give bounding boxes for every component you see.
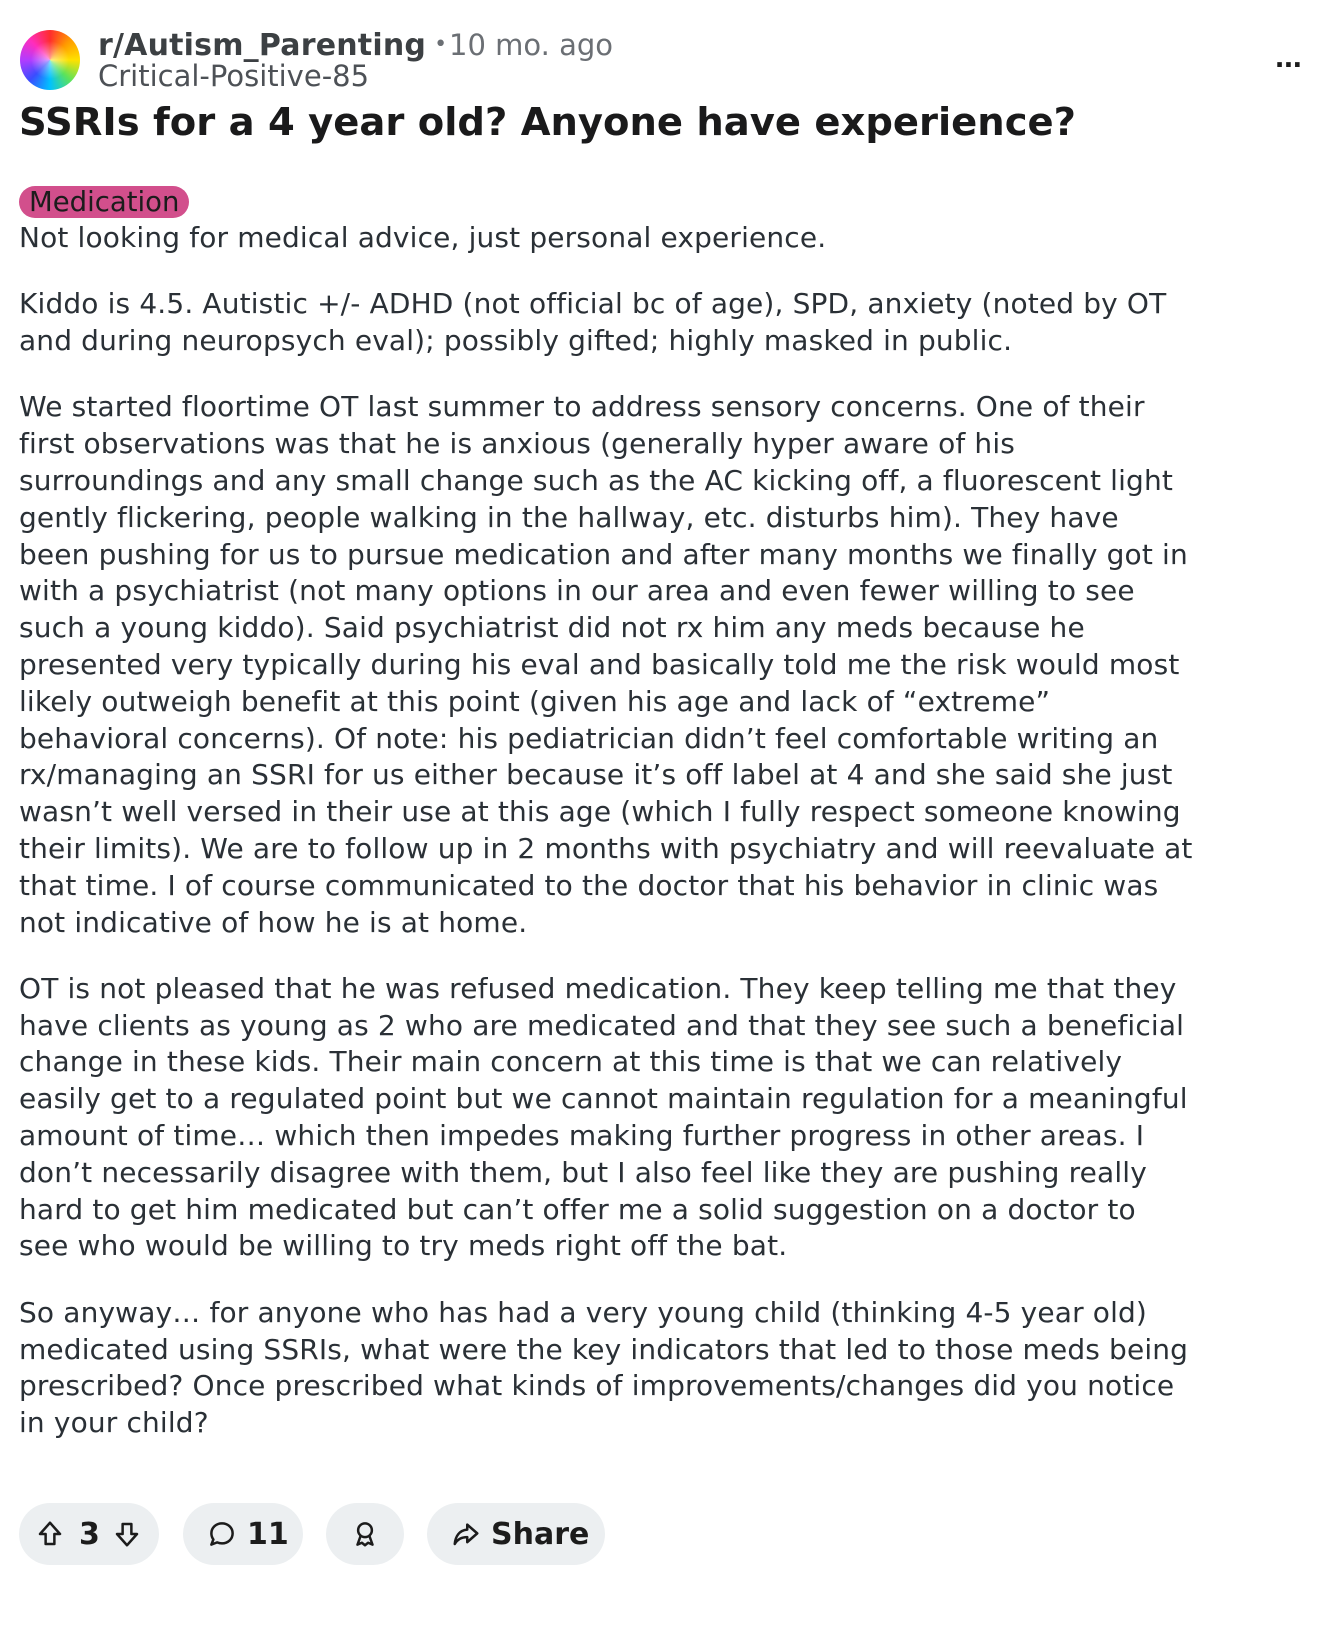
body-paragraph (19, 1295, 1314, 1442)
body-paragraph (19, 971, 1314, 1265)
author-link[interactable]: Critical-Positive-85 (98, 59, 370, 93)
comments-button[interactable] (183, 1503, 303, 1565)
body-line: and during neuropsych eval); possibly gifted; highly masked in public. (19, 324, 1013, 358)
body-line: likely outweigh benefit at this point (given his age and lack of “extreme” (19, 684, 1051, 718)
body-line: rx/managing an SSRI for us either because it’s off label at 4 and she said she just (19, 758, 1173, 792)
subreddit-link[interactable]: r/Autism_Parenting (98, 28, 427, 63)
body-line: been pushing for us to pursue medication and after many months we finally got in (19, 537, 1188, 571)
vote-count: 3 (79, 1516, 100, 1552)
body-line: hard to get him medicated but can’t offer me a solid suggestion on a doctor to (19, 1192, 1136, 1226)
body-line: such a young kiddo). Said psychiatrist did not rx him any meds because he (19, 611, 1085, 645)
post-title[interactable]: SSRIs for a 4 year old? Anyone have experience? (19, 100, 1076, 145)
upvote-icon[interactable] (35, 1519, 65, 1549)
body-line: in your child? (19, 1406, 209, 1440)
body-line: OT is not pleased that he was refused medication. They keep telling me that they (19, 971, 1177, 1005)
award-icon (350, 1519, 380, 1549)
body-line: their limits). We are to follow up in 2 months with psychiatry and will reevaluate at (19, 831, 1193, 865)
post-meta (98, 28, 613, 63)
share-arrow-icon (451, 1519, 481, 1549)
body-line: change in these kids. Their main concern at this time is that we can relatively (19, 1045, 1123, 1079)
body-line: We started floortime OT last summer to address sensory concerns. One of their (19, 390, 1145, 424)
body-line: not indicative of how he is at home. (19, 905, 528, 939)
body-line: surroundings and any small change such as the AC kicking off, a fluorescent light (19, 463, 1173, 497)
more-options-icon: ... (1274, 44, 1302, 74)
body-line: don’t necessarily disagree with them, but I also feel like they are pushing really (19, 1155, 1147, 1189)
body-line: easily get to a regulated point but we cannot maintain regulation for a meaningful (19, 1082, 1188, 1116)
downvote-icon[interactable] (112, 1519, 142, 1549)
more-options-button[interactable] (1266, 44, 1310, 74)
body-line: behavioral concerns). Of note: his pediatrician didn’t feel comfortable writing an (19, 721, 1159, 755)
vote-control (19, 1503, 159, 1565)
post-flair[interactable]: Medication (19, 186, 189, 218)
award-button[interactable] (326, 1503, 404, 1565)
post-time: 10 mo. ago (449, 28, 614, 62)
body-line: Not looking for medical advice, just personal experience. (19, 221, 827, 254)
body-line: wasn’t well versed in their use at this age (which I fully respect someone knowing (19, 795, 1181, 829)
body-line: gently flickering, people walking in the hallway, etc. disturbs him). They have (19, 500, 1119, 534)
body-line: have clients as young as 2 who are medicated and that they see such a beneficial (19, 1008, 1185, 1042)
body-paragraph (19, 286, 1314, 360)
body-line: prescribed? Once prescribed what kinds of improvements/changes did you notice (19, 1369, 1175, 1403)
post-body (19, 220, 1314, 1471)
share-label: Share (491, 1516, 590, 1552)
body-paragraph (19, 389, 1314, 941)
body-line: see who would be willing to try meds right off the bat. (19, 1229, 788, 1263)
body-line: Kiddo is 4.5. Autistic +/- ADHD (not official bc of age), SPD, anxiety (noted by OT (19, 287, 1167, 321)
body-paragraph (19, 220, 1314, 257)
meta-separator: • (434, 32, 448, 57)
comment-count: 11 (247, 1516, 289, 1552)
post-header (20, 28, 1310, 93)
comment-bubble-icon (207, 1519, 237, 1549)
body-line: amount of time… which then impedes making further progress in other areas. I (19, 1119, 1145, 1153)
share-button[interactable] (427, 1503, 605, 1565)
body-line: medicated using SSRIs, what were the key indicators that led to those meds being (19, 1332, 1189, 1366)
body-line: presented very typically during his eval and basically told me the risk would most (19, 647, 1180, 681)
body-line: first observations was that he is anxious (generally hyper aware of his (19, 427, 1015, 461)
body-line: that time. I of course communicated to the doctor that his behavior in clinic was (19, 868, 1159, 902)
body-line: So anyway… for anyone who has had a very young child (thinking 4-5 year old) (19, 1295, 1148, 1329)
body-line: with a psychiatrist (not many options in our area and even fewer willing to see (19, 574, 1135, 608)
subreddit-avatar[interactable] (20, 30, 80, 90)
